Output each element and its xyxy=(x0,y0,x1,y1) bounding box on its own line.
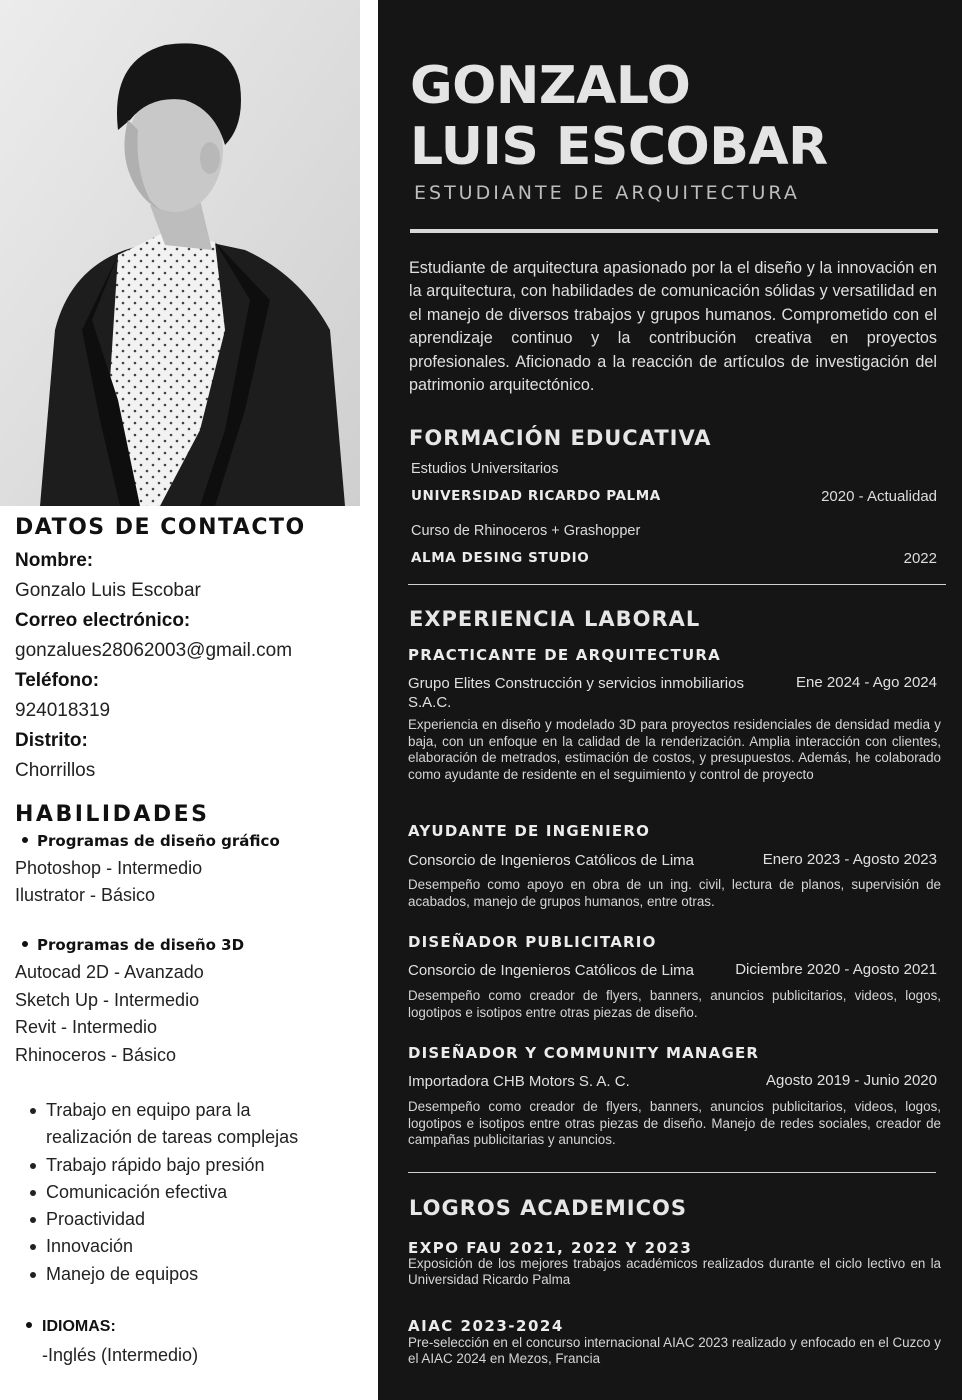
soft-skill-line-1: Trabajo en equipo para la xyxy=(46,1100,251,1120)
bullet-icon xyxy=(30,1190,36,1196)
graphic-design-heading-text: Programas de diseño gráfico xyxy=(37,832,280,850)
profile-summary: Estudiante de arquitectura apasionado por la el diseño y la innovación en la arquitectura, con habilidades de comunicación sólidas y versatilidad en el manejo de diversos trabajos y grupos humanos. Comprometido con el aprendizaje continuo y la contribución creativa en proyectos profesionales. Aficionado a la reacción de artículos de investigación del patrimonio arquitectónico. xyxy=(409,259,937,395)
soft-skill-text: Manejo de equipos xyxy=(46,1264,199,1284)
job-dates: Ene 2024 - Ago 2024 xyxy=(796,674,937,691)
section-divider xyxy=(408,1172,936,1173)
bullet-icon xyxy=(26,1322,32,1328)
skill-item: Autocad 2D - Avanzado xyxy=(15,962,204,982)
soft-skill-item xyxy=(30,1152,264,1179)
job-title: DISEÑADOR Y COMMUNITY MANAGER xyxy=(408,1044,760,1062)
job-title: AYUDANTE DE INGENIERO xyxy=(408,822,651,840)
education-heading: FORMACIÓN EDUCATIVA xyxy=(409,426,712,450)
bullet-icon xyxy=(30,1244,36,1250)
bullet-icon xyxy=(30,1108,36,1114)
education-type: Curso de Rhinoceros + Grashopper xyxy=(411,523,641,539)
role-subtitle: ESTUDIANTE DE ARQUITECTURA xyxy=(414,182,800,204)
skills-heading: HABILIDADES xyxy=(15,802,210,827)
language-item: -Inglés (Intermedio) xyxy=(42,1345,199,1365)
job-description: Experiencia en diseño y modelado 3D para proyectos residenciales de densidad media y baja, con un enfoque en la calidad de la renderización. Amplia interacción con clientes, elaboración de metrados, estimación de costos, y presupuestos. Además, he colaborado como ayudante de residente en el seguimiento y control de proyecto xyxy=(408,717,941,782)
job-company: Consorcio de Ingenieros Católicos de Lima xyxy=(408,852,694,869)
skill-item: Photoshop - Intermedio xyxy=(15,858,203,878)
bullet-icon xyxy=(22,941,28,947)
bullet-icon xyxy=(30,1217,36,1223)
soft-skill-text: Comunicación efectiva xyxy=(46,1182,228,1202)
education-dates: 2022 xyxy=(903,550,937,567)
languages-heading xyxy=(26,1318,116,1336)
job-description: Desempeño como apoyo en obra de un ing. civil, lectura de planos, supervisión de acabados, manejo de grupos humanos, entre otras. xyxy=(408,877,941,909)
bullet-icon xyxy=(22,837,28,843)
contact-name-value: Gonzalo Luis Escobar xyxy=(15,580,201,601)
design-3d-heading xyxy=(22,936,244,954)
job-description: Desempeño como creador de flyers, banners, anuncios publicitarios, videos, logos, logotipos e isotipos entre otras piezas de diseño. Manejo de redes sociales, creador de campañas publicitarias y anuncios. xyxy=(408,1099,941,1148)
soft-skill-text: Proactividad xyxy=(46,1209,146,1229)
soft-skill-text: Trabajo rápido bajo presión xyxy=(46,1155,265,1175)
skill-item: Sketch Up - Intermedio xyxy=(15,990,200,1010)
achievements-heading: LOGROS ACADEMICOS xyxy=(409,1196,687,1220)
soft-skill-item xyxy=(30,1233,133,1260)
last-name: LUIS ESCOBAR xyxy=(410,117,828,177)
achievement-title: EXPO FAU 2021, 2022 Y 2023 xyxy=(408,1239,693,1257)
soft-skill-item xyxy=(30,1097,298,1151)
languages-heading-text: IDIOMAS: xyxy=(42,1318,116,1335)
achievement-description: Pre-selección en el concurso internacional AIAC 2023 realizado y enfocado en el Cuzco y el AIAC 2024 en Mezos, Francia xyxy=(408,1335,941,1366)
job-dates: Agosto 2019 - Junio 2020 xyxy=(766,1072,937,1089)
profile-photo xyxy=(0,0,360,506)
graphic-design-heading xyxy=(22,832,280,850)
achievement-title: AIAC 2023-2024 xyxy=(408,1317,564,1335)
skill-item: Ilustrator - Básico xyxy=(15,885,156,905)
header-divider xyxy=(410,229,938,233)
job-company: Importadora CHB Motors S. A. C. xyxy=(408,1073,630,1090)
education-type: Estudios Universitarios xyxy=(411,461,559,477)
design-3d-heading-text: Programas de diseño 3D xyxy=(37,936,245,954)
job-company: Grupo Elites Construcción y servicios inmobiliarios S.A.C. xyxy=(408,675,744,711)
first-name: GONZALO xyxy=(410,56,691,116)
bullet-icon xyxy=(30,1272,36,1278)
left-column xyxy=(0,0,378,1400)
soft-skill-line-2: realización de tareas complejas xyxy=(46,1127,299,1147)
right-column xyxy=(378,0,962,1400)
contact-district-label: Distrito: xyxy=(15,730,88,751)
bullet-icon xyxy=(30,1163,36,1169)
education-institution: UNIVERSIDAD RICARDO PALMA xyxy=(411,488,661,504)
contact-district-value: Chorrillos xyxy=(15,760,96,781)
contact-phone-label: Teléfono: xyxy=(15,670,100,691)
contact-email-label: Correo electrónico: xyxy=(15,610,191,631)
job-company: Consorcio de Ingenieros Católicos de Lima xyxy=(408,962,694,979)
contact-phone-value[interactable]: 924018319 xyxy=(15,700,111,721)
job-dates: Enero 2023 - Agosto 2023 xyxy=(762,851,937,868)
education-institution: ALMA DESING STUDIO xyxy=(411,550,590,566)
soft-skill-text: Innovación xyxy=(46,1236,134,1256)
experience-heading: EXPERIENCIA LABORAL xyxy=(409,607,701,631)
job-title: PRACTICANTE DE ARQUITECTURA xyxy=(408,646,721,664)
job-dates: Diciembre 2020 - Agosto 2021 xyxy=(735,961,937,978)
soft-skill-item xyxy=(30,1206,145,1233)
job-title: DISEÑADOR PUBLICITARIO xyxy=(408,933,657,951)
contact-name-label: Nombre: xyxy=(15,550,94,571)
contact-heading: DATOS DE CONTACTO xyxy=(15,515,306,540)
job-description: Desempeño como creador de flyers, banners, anuncios publicitarios, videos, logos, logotipos e isotipos entre otras piezas de diseño. xyxy=(408,988,941,1020)
achievement-description: Exposición de los mejores trabajos académicos realizados durante el ciclo lectivo en la Universidad Ricardo Palma xyxy=(408,1256,941,1287)
soft-skill-item xyxy=(30,1179,227,1206)
profile-portrait-illustration xyxy=(0,0,360,506)
skill-item: Rhinoceros - Básico xyxy=(15,1045,177,1065)
section-divider xyxy=(408,584,946,585)
education-dates: 2020 - Actualidad xyxy=(821,488,937,505)
skill-item: Revit - Intermedio xyxy=(15,1017,158,1037)
soft-skill-item xyxy=(30,1261,198,1288)
contact-email-value[interactable]: gonzalues28062003@gmail.com xyxy=(15,640,293,661)
